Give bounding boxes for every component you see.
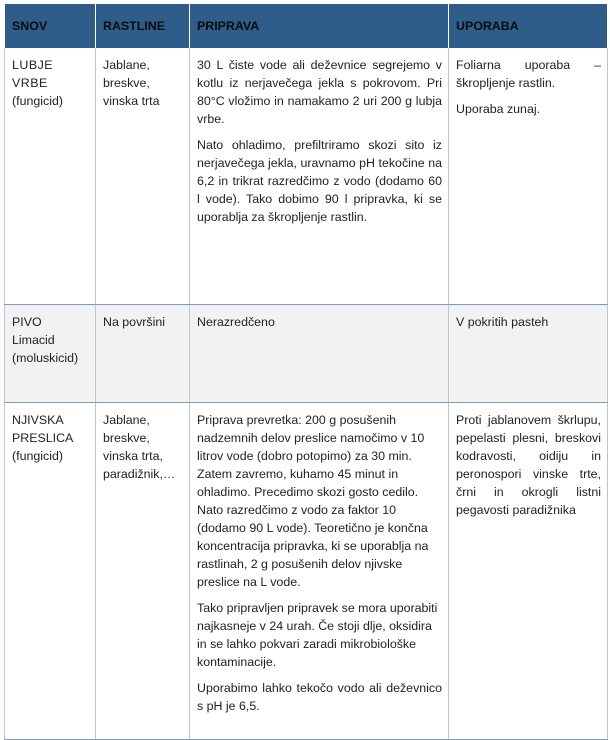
header-uporaba: UPORABA xyxy=(449,4,608,48)
uporaba-paragraph: Foliarna uporaba – škropljenje rastlin. xyxy=(456,58,601,90)
rastline-text: Na površini xyxy=(103,315,165,329)
cell-priprava xyxy=(190,48,449,305)
uporaba-paragraph: Proti jablanovem škrlupu, pepelasti plesni, breskovi kodravosti, oidiju in peronospori vinske trte, črni in okrogli listni pegavosti paradižnika xyxy=(456,413,601,517)
uporaba-paragraph: V pokritih pasteh xyxy=(456,315,549,329)
cell-rastline xyxy=(96,403,190,740)
cell-uporaba xyxy=(449,48,608,305)
uporaba-paragraph: Uporaba zunaj. xyxy=(456,102,541,116)
priprava-paragraph: Nato ohladimo, prefiltriramo skozi sito iz nerjavečega jekla, uravnamo pH tekočine na 6,2 in trikrat razredčimo z vodo (dodamo 60 l vode). Tako dobimo 90 l pripravka, ki se uporablja za škropljenje rastlin. xyxy=(197,138,442,224)
cell-rastline xyxy=(96,305,190,403)
header-rastline: RASTLINE xyxy=(96,4,190,48)
header-row xyxy=(5,4,608,48)
snov-name: NJIVSKA PRESLICA xyxy=(12,413,74,445)
cell-uporaba xyxy=(449,305,608,403)
cell-snov xyxy=(5,48,96,305)
rastline-text: Jablane, breskve, vinska trta xyxy=(103,58,160,108)
snov-subname: Limacid xyxy=(12,333,55,347)
snov-type: (fungicid) xyxy=(12,449,63,463)
cell-uporaba xyxy=(449,403,608,740)
priprava-paragraph: Tako pripravljen pripravek se mora uporabiti najkasneje v 24 urah. Če stoji dlje, oksidira in se lahko pokvari zaradi mikrobiološke kontaminacije. xyxy=(197,601,438,669)
cell-snov xyxy=(5,403,96,740)
preparation-table xyxy=(4,4,608,740)
cell-snov xyxy=(5,305,96,403)
header-snov: SNOV xyxy=(5,4,96,48)
table-row xyxy=(5,48,608,305)
snov-type: (moluskicid) xyxy=(12,351,79,365)
priprava-paragraph: Uporabimo lahko tekočo vodo ali deževnico s pH je 6,5. xyxy=(197,681,442,713)
snov-name: PIVO xyxy=(12,315,42,329)
rastline-text: Jablane, breskve, vinska trta, paradižnik,… xyxy=(103,413,176,481)
table-row xyxy=(5,305,608,403)
priprava-paragraph: Priprava prevretka: 200 g posušenih nadzemnih delov preslice namočimo v 10 litrov vode (dobro potopimo) za 30 min. Zatem zavremo, kuhamo 45 minut in ohladimo. Precedimo skozi gosto cedilo. Nato razredčimo z vodo za faktor 10 (dodamo 90 L vode). Teoretično je končna koncentracija pripravka, ki se uporablja na rastlinah, 2 g posušenih delov njivske preslice na L vode. xyxy=(197,413,429,589)
priprava-paragraph: Nerazredčeno xyxy=(197,315,275,329)
cell-priprava xyxy=(190,403,449,740)
cell-rastline xyxy=(96,48,190,305)
snov-name: LUBJE VRBE xyxy=(12,58,54,90)
snov-type: (fungicid) xyxy=(12,94,63,108)
table-row xyxy=(5,403,608,740)
cell-priprava xyxy=(190,305,449,403)
header-priprava: PRIPRAVA xyxy=(190,4,449,48)
priprava-paragraph: 30 L čiste vode ali deževnice segrejemo v kotlu iz nerjavečega jekla s pokrovom. Pri 80°C vložimo in namakamo 2 uri 200 g lubja vrbe. xyxy=(197,58,442,126)
